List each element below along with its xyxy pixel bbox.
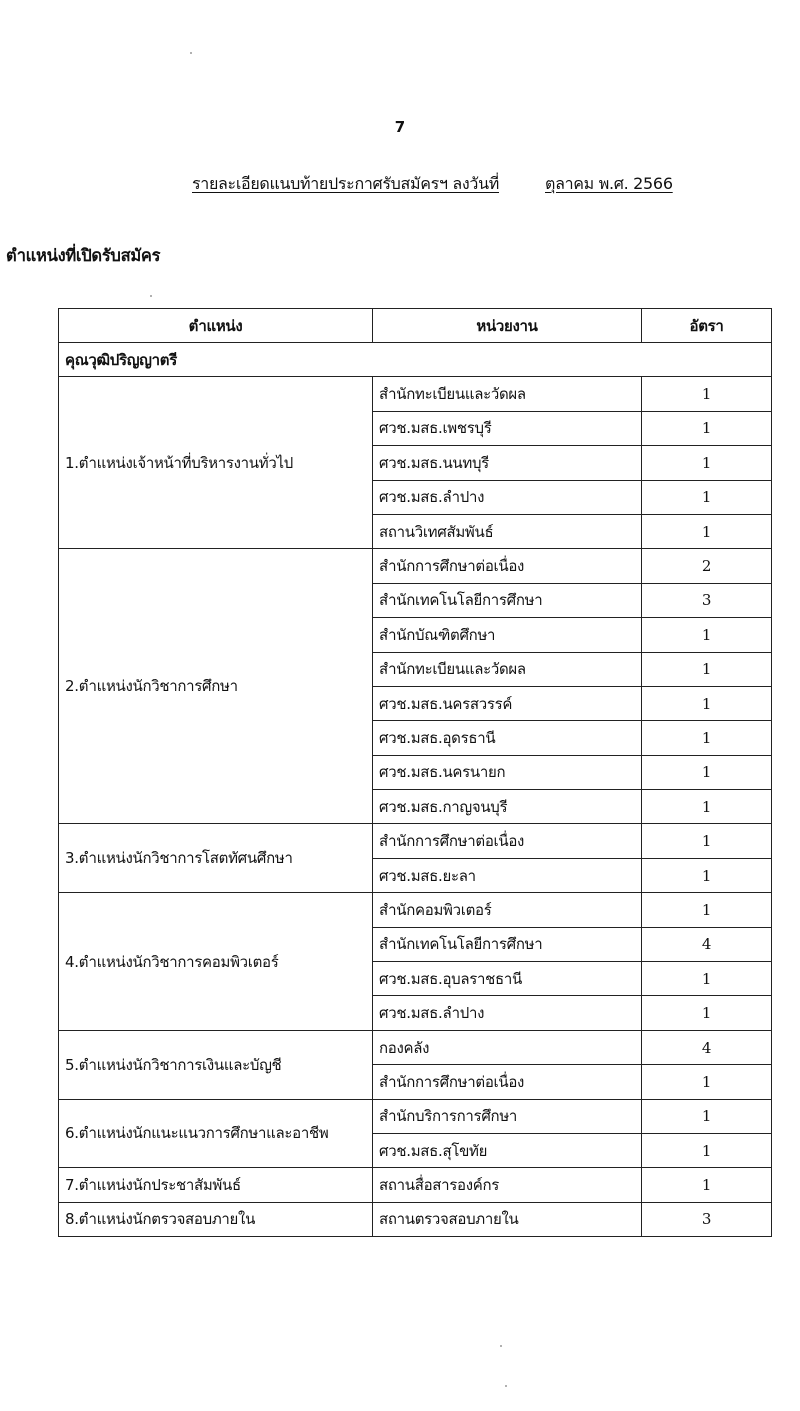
- rate-count: 4: [642, 927, 772, 961]
- document-title: [192, 172, 673, 197]
- rate-count: 3: [642, 583, 772, 617]
- scan-speck: [505, 1385, 507, 1387]
- rate-count: 4: [642, 1030, 772, 1064]
- unit-name: สถานวิเทศสัมพันธ์: [373, 514, 642, 548]
- rate-count: 1: [642, 652, 772, 686]
- unit-name: ศวช.มสธ.นครนายก: [373, 755, 642, 789]
- rate-count: 1: [642, 755, 772, 789]
- table-header-row: [59, 309, 772, 343]
- unit-name: สำนักการศึกษาต่อเนื่อง: [373, 549, 642, 583]
- unit-name: กองคลัง: [373, 1030, 642, 1064]
- rate-count: 1: [642, 446, 772, 480]
- rate-count: 1: [642, 962, 772, 996]
- table-row: [59, 1168, 772, 1202]
- rate-count: 1: [642, 480, 772, 514]
- unit-name: สำนักเทคโนโลยีการศึกษา: [373, 927, 642, 961]
- unit-name: ศวช.มสธ.กาญจนบุรี: [373, 790, 642, 824]
- unit-name: สำนักคอมพิวเตอร์: [373, 893, 642, 927]
- table-row: [59, 377, 772, 411]
- scan-speck: [150, 295, 152, 297]
- position-title: 8.ตำแหน่งนักตรวจสอบภายใน: [59, 1202, 373, 1236]
- position-title: 1.ตำแหน่งเจ้าหน้าที่บริหารงานทั่วไป: [59, 377, 373, 549]
- table-row: [59, 1030, 772, 1064]
- unit-name: สถานตรวจสอบภายใน: [373, 1202, 642, 1236]
- table-row: [59, 549, 772, 583]
- unit-name: สำนักการศึกษาต่อเนื่อง: [373, 824, 642, 858]
- table-row: [59, 824, 772, 858]
- scan-speck: [500, 1345, 502, 1347]
- rate-count: 2: [642, 549, 772, 583]
- unit-name: ศวช.มสธ.นครสวรรค์: [373, 686, 642, 720]
- group-label: คุณวุฒิปริญญาตรี: [59, 343, 772, 377]
- rate-count: 1: [642, 1133, 772, 1167]
- rate-count: 1: [642, 1168, 772, 1202]
- rate-count: 1: [642, 1099, 772, 1133]
- unit-name: ศวช.มสธ.อุดรธานี: [373, 721, 642, 755]
- column-header-position: ตำแหน่ง: [59, 309, 373, 343]
- rate-count: 1: [642, 790, 772, 824]
- rate-count: 1: [642, 686, 772, 720]
- rate-count: 3: [642, 1202, 772, 1236]
- unit-name: ศวช.มสธ.ลำปาง: [373, 480, 642, 514]
- unit-name: ศวช.มสธ.ลำปาง: [373, 996, 642, 1030]
- table-row: [59, 1202, 772, 1236]
- position-title: 7.ตำแหน่งนักประชาสัมพันธ์: [59, 1168, 373, 1202]
- rate-count: 1: [642, 377, 772, 411]
- rate-count: 1: [642, 1065, 772, 1099]
- unit-name: สำนักบริการการศึกษา: [373, 1099, 642, 1133]
- rate-count: 1: [642, 514, 772, 548]
- unit-name: ศวช.มสธ.อุบลราชธานี: [373, 962, 642, 996]
- position-title: 2.ตำแหน่งนักวิชาการศึกษา: [59, 549, 373, 824]
- table-row: [59, 893, 772, 927]
- table-row: [59, 1099, 772, 1133]
- position-title: 4.ตำแหน่งนักวิชาการคอมพิวเตอร์: [59, 893, 373, 1031]
- unit-name: สำนักเทคโนโลยีการศึกษา: [373, 583, 642, 617]
- unit-name: ศวช.มสธ.สุโขทัย: [373, 1133, 642, 1167]
- unit-name: ศวช.มสธ.นนทบุรี: [373, 446, 642, 480]
- document-title-date: ตุลาคม พ.ศ. 2566: [545, 174, 673, 193]
- rate-count: 1: [642, 618, 772, 652]
- unit-name: ศวช.มสธ.เพชรบุรี: [373, 411, 642, 445]
- position-title: 6.ตำแหน่งนักแนะแนวการศึกษาและอาชีพ: [59, 1099, 373, 1168]
- unit-name: สำนักทะเบียนและวัดผล: [373, 652, 642, 686]
- page-number: 7: [394, 118, 406, 136]
- position-title: 3.ตำแหน่งนักวิชาการโสตทัศนศึกษา: [59, 824, 373, 893]
- document-title-main: รายละเอียดแนบท้ายประกาศรับสมัครฯ ลงวันที่: [192, 174, 499, 193]
- unit-name: สถานสื่อสารองค์กร: [373, 1168, 642, 1202]
- positions-table: [58, 308, 772, 1237]
- unit-name: ศวช.มสธ.ยะลา: [373, 858, 642, 892]
- column-header-unit: หน่วยงาน: [373, 309, 642, 343]
- column-header-rate: อัตรา: [642, 309, 772, 343]
- rate-count: 1: [642, 721, 772, 755]
- rate-count: 1: [642, 858, 772, 892]
- rate-count: 1: [642, 996, 772, 1030]
- unit-name: สำนักการศึกษาต่อเนื่อง: [373, 1065, 642, 1099]
- rate-count: 1: [642, 893, 772, 927]
- unit-name: สำนักบัณฑิตศึกษา: [373, 618, 642, 652]
- group-row: [59, 343, 772, 377]
- section-heading: ตำแหน่งที่เปิดรับสมัคร: [6, 246, 161, 265]
- rate-count: 1: [642, 824, 772, 858]
- rate-count: 1: [642, 411, 772, 445]
- scan-speck: [190, 52, 192, 54]
- unit-name: สำนักทะเบียนและวัดผล: [373, 377, 642, 411]
- position-title: 5.ตำแหน่งนักวิชาการเงินและบัญชี: [59, 1030, 373, 1099]
